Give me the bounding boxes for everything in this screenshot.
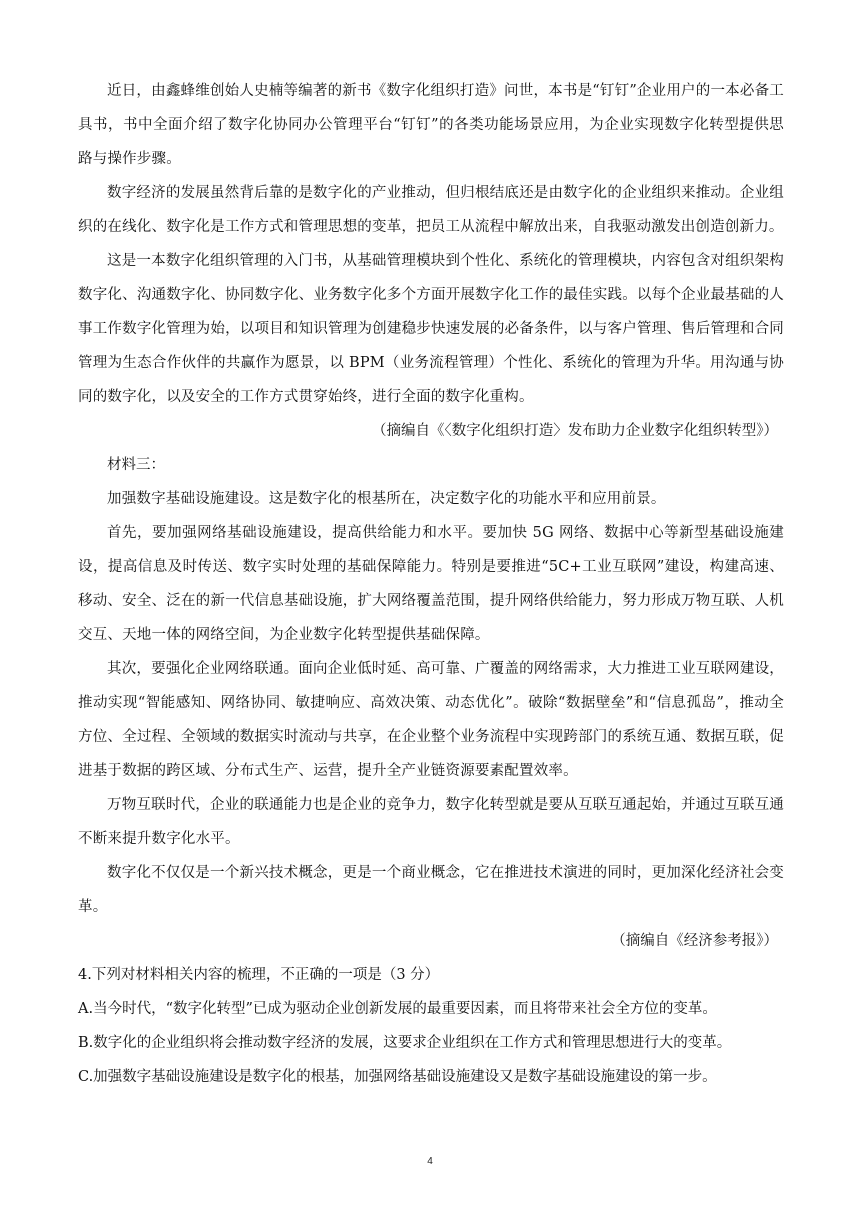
body-paragraph: 加强数字基础设施建设。这是数字化的根基所在，决定数字化的功能水平和应用前景。: [107, 491, 666, 507]
source-citation: （摘编自《〈数字化组织打造〉发布助力企业数字化组织转型》）: [372, 423, 778, 439]
body-paragraph: 数字化不仅仅是一个新兴技术概念，更是一个商业概念，它在推进技术演进的同时，更加深化经济社会变革。: [78, 865, 784, 915]
page-content: [78, 74, 784, 1094]
section-heading: 材料三：: [107, 457, 165, 473]
body-paragraph: 数字经济的发展虽然背后靠的是数字化的产业推动，但归根结底还是由数字化的企业组织来推动。企业组织的在线化、数字化是工作方式和管理思想的变革，把员工从流程中解放出来，自我驱动激发出创造创新力。: [78, 185, 784, 235]
body-paragraph: 首先，要加强网络基础设施建设，提高供给能力和水平。要加快 5G 网络、数据中心等新型基础设施建设，提高信息及时传送、数字实时处理的基础保障能力。特别是要推进“5C+工业互联网”建设，构建高速、移动、安全、泛在的新一代信息基础设施，扩大网络覆盖范围，提升网络供给能力，努力形成万物互联、人机交互、天地一体的网络空间，为企业数字化转型提供基础保障。: [78, 525, 784, 643]
body-paragraph: 其次，要强化企业网络联通。面向企业低时延、高可靠、广覆盖的网络需求，大力推进工业互联网建设，推动实现“智能感知、网络协同、敏捷响应、高效决策、动态优化”。破除“数据壁垒”和“信息孤岛”，推动全方位、全过程、全领域的数据实时流动与共享，在企业整个业务流程中实现跨部门的系统互通、数据互联，促进基于数据的跨区域、分布式生产、运营，提升全产业链资源要素配置效率。: [78, 661, 784, 779]
body-paragraph: 这是一本数字化组织管理的入门书，从基础管理模块到个性化、系统化的管理模块，内容包含对组织架构数字化、沟通数字化、协同数字化、业务数字化多个方面开展数字化工作的最佳实践。以每个企业最基础的人事工作数字化管理为始，以项目和知识管理为创建稳步快速发展的必备条件，以与客户管理、售后管理和合同管理为生态合作伙伴的共赢作为愿景，以 BPM（业务流程管理）个性化、系统化的管理为升华。用沟通与协同的数字化，以及安全的工作方式贯穿始终，进行全面的数字化重构。: [78, 253, 784, 405]
answer-option-a: A.当今时代，“数字化转型”已成为驱动企业创新发展的最重要因素，而且将带来社会全方位的变革。: [78, 1001, 717, 1017]
question-stem: 4.下列对材料相关内容的梳理，不正确的一项是（3 分）: [78, 967, 440, 983]
answer-option-c: C.加强数字基础设施建设是数字化的根基，加强网络基础设施建设又是数字基础设施建设的第一步。: [78, 1069, 717, 1085]
page-number: 4: [427, 1156, 433, 1167]
body-paragraph: 万物互联时代，企业的联通能力也是企业的竞争力，数字化转型就是要从互联互通起始，并通过互联互通不断来提升数字化水平。: [78, 797, 784, 847]
answer-option-b: B.数字化的企业组织将会推动数字经济的发展，这要求企业组织在工作方式和管理思想进行大的变革。: [78, 1035, 732, 1051]
body-paragraph: 近日，由鑫蜂维创始人史楠等编著的新书《数字化组织打造》问世，本书是“钉钉”企业用户的一本必备工具书，书中全面介绍了数字化协同办公管理平台“钉钉”的各类功能场景应用，为企业实现数字化转型提供思路与操作步骤。: [78, 83, 784, 167]
source-citation: （摘编自《经济参考报》）: [611, 933, 778, 949]
